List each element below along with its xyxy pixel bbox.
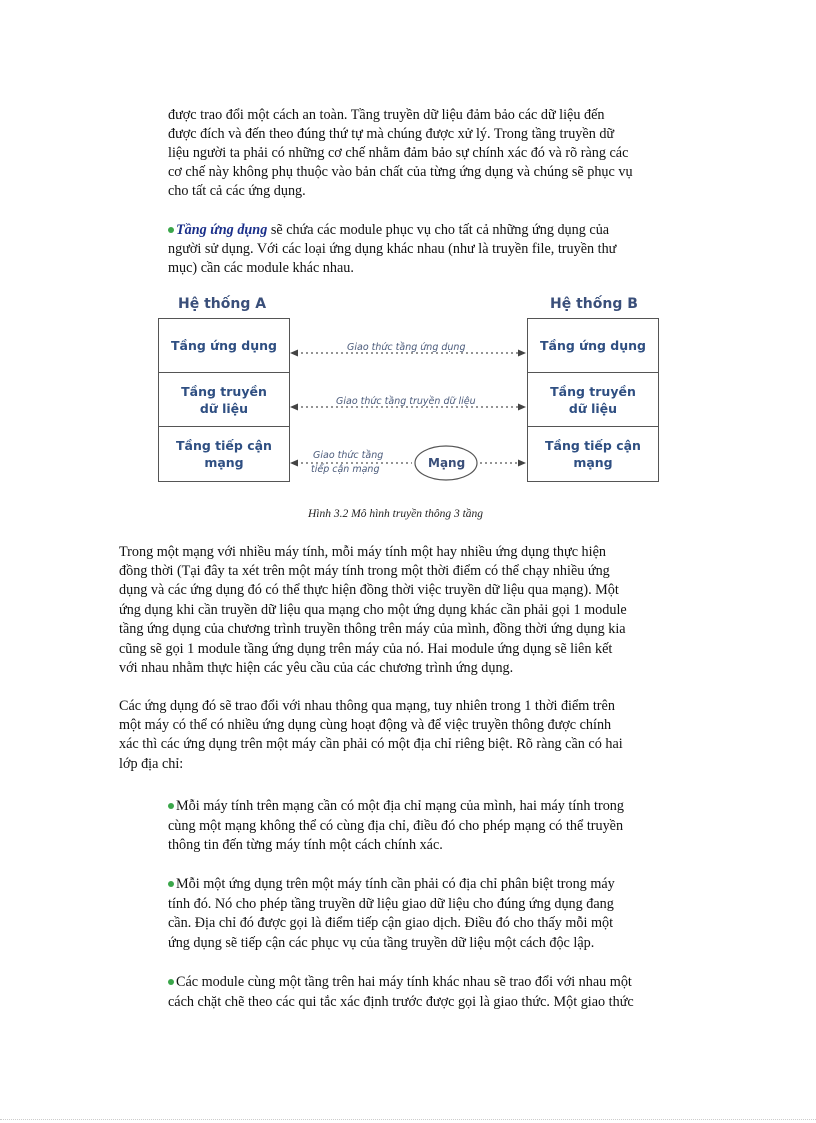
text-line: cũng sẽ gọi 1 module tầng ứng dụng trên máy của nó. Hai module ứng dụng sẽ liên kết <box>119 641 613 657</box>
text-span: Mỗi một ứng dụng trên một máy tính cần phải có địa chỉ phân biệt trong máy <box>176 876 615 892</box>
arrowhead-left <box>290 350 298 357</box>
arrowhead-left <box>290 460 298 467</box>
protocol-label-network-2: tiếp cận mạng <box>311 464 380 475</box>
system-a-application-layer: Tầng ứng dụng <box>171 338 277 353</box>
text-span: Mỗi máy tính trên mạng cần có một địa chỉ mạng của mình, hai máy tính trong <box>176 798 624 814</box>
page-bottom-rule <box>0 1119 816 1120</box>
text-line: xác thì các ứng dụng trên một máy cần phải có một địa chỉ riêng biệt. Rõ ràng cần có hai <box>119 736 623 752</box>
text-line: một máy có thể có nhiều ứng dụng cùng hoạt động và để việc truyền thông được chính <box>119 717 612 733</box>
protocol-label-transport: Giao thức tầng truyền dữ liệu <box>336 396 476 407</box>
system-a-transport-layer: Tầng truyền dữ liệu <box>159 372 289 427</box>
bullet-icon <box>168 803 174 809</box>
text-line: ứng dụng sẽ tiếp cận các phục vụ của tầng truyền dữ liệu một cách độc lập. <box>168 935 595 951</box>
system-a-title: Hệ thống A <box>178 296 267 312</box>
text-line: tầng ứng dụng của chương trình truyền thông trên máy của mình, đồng thời ứng dụng kia <box>119 621 626 637</box>
system-a-network-layer: Tầng tiếp cận mạng <box>159 426 289 481</box>
system-b-network-layer: Tầng tiếp cận mạng <box>528 426 658 481</box>
text-line: cần. Địa chỉ đó được gọi là điểm tiếp cận giao dịch. Điều đó cho thấy mỗi một <box>168 915 614 931</box>
system-b-application-layer: Tầng ứng dụng <box>540 338 646 353</box>
text-line: thông tin đến từng máy tính một cách chính xác. <box>168 837 443 853</box>
arrowhead-left <box>290 404 298 411</box>
text-line: Trong một mạng với nhiều máy tính, mỗi máy tính một hay nhiều ứng dụng thực hiện <box>119 544 606 560</box>
system-b-title: Hệ thống B <box>550 296 638 312</box>
arrowhead-right <box>518 460 526 467</box>
text-line: liệu người ta phải có những cơ chế nhằm đảm bảo sự chính xác đó và rõ ràng các <box>168 145 629 161</box>
text-line <box>168 973 632 992</box>
bullet-icon <box>168 979 174 985</box>
text-line: cách chặt chẽ theo các qui tắc xác định trước được gọi là giao thức. Một giao thức <box>168 994 634 1010</box>
text-line <box>168 797 624 816</box>
system-b-transport-layer: Tầng truyền dữ liệu <box>528 372 658 427</box>
text-line: cho tất cả các ứng dụng. <box>168 183 306 199</box>
term-application-layer: Tầng ứng dụng <box>176 222 268 238</box>
network-label: Mạng <box>428 456 466 470</box>
text-line: ứng dụng khi cần truyền dữ liệu qua mạng cho một ứng dụng khác cần phải gọi 1 module <box>119 602 627 618</box>
protocol-label-network-1: Giao thức tầng <box>313 450 384 461</box>
text-line: lớp địa chỉ: <box>119 756 184 772</box>
text-span: sẽ chứa các module phục vụ cho tất cả những ứng dụng của <box>267 222 610 238</box>
text-line: được trao đổi một cách an toàn. Tầng truyền dữ liệu đảm bảo các dữ liệu đến <box>168 107 605 123</box>
protocol-label-application: Giao thức tầng ứng dụng <box>347 342 466 353</box>
text-line: được đích và đến theo đúng thứ tự mà chúng được xử lý. Trong tầng truyền dữ <box>168 126 615 142</box>
arrowhead-right <box>518 404 526 411</box>
text-line: đồng thời (Tại đây ta xét trên một máy tính trong một thời điểm có thể chạy nhiều ứng <box>119 563 610 579</box>
text-line: cùng một mạng không thể có cùng địa chỉ, điều đó cho phép mạng có thể truyền <box>168 818 624 834</box>
text-line: dụng và các ứng dụng đó có thể thực hiện đồng thời việc truyền dữ liệu qua mạng). Một <box>119 582 619 598</box>
text-line: Các ứng dụng đó sẽ trao đổi với nhau thông qua mạng, tuy nhiên trong 1 thời điểm trên <box>119 698 615 714</box>
text-span: Các module cùng một tầng trên hai máy tính khác nhau sẽ trao đổi với nhau một <box>176 974 632 990</box>
text-line: người sử dụng. Với các loại ứng dụng khác nhau (như là truyền file, truyền thư <box>168 241 617 257</box>
text-line: cơ chế này không phụ thuộc vào bản chất của từng ứng dụng và chúng sẽ phục vụ <box>168 164 633 180</box>
text-line <box>168 875 615 894</box>
figure-caption: Hình 3.2 Mô hình truyền thông 3 tầng <box>308 508 484 520</box>
text-line: với nhau nhằm thực hiện các yêu cầu của các chương trình ứng dụng. <box>119 660 514 676</box>
text-line: mục) cần các module khác nhau. <box>168 260 354 276</box>
text-line: tính đó. Nó cho phép tầng truyền dữ liệu giao dữ liệu cho đúng ứng dụng đang <box>168 896 614 912</box>
bullet-icon <box>168 881 174 887</box>
arrowhead-right <box>518 350 526 357</box>
